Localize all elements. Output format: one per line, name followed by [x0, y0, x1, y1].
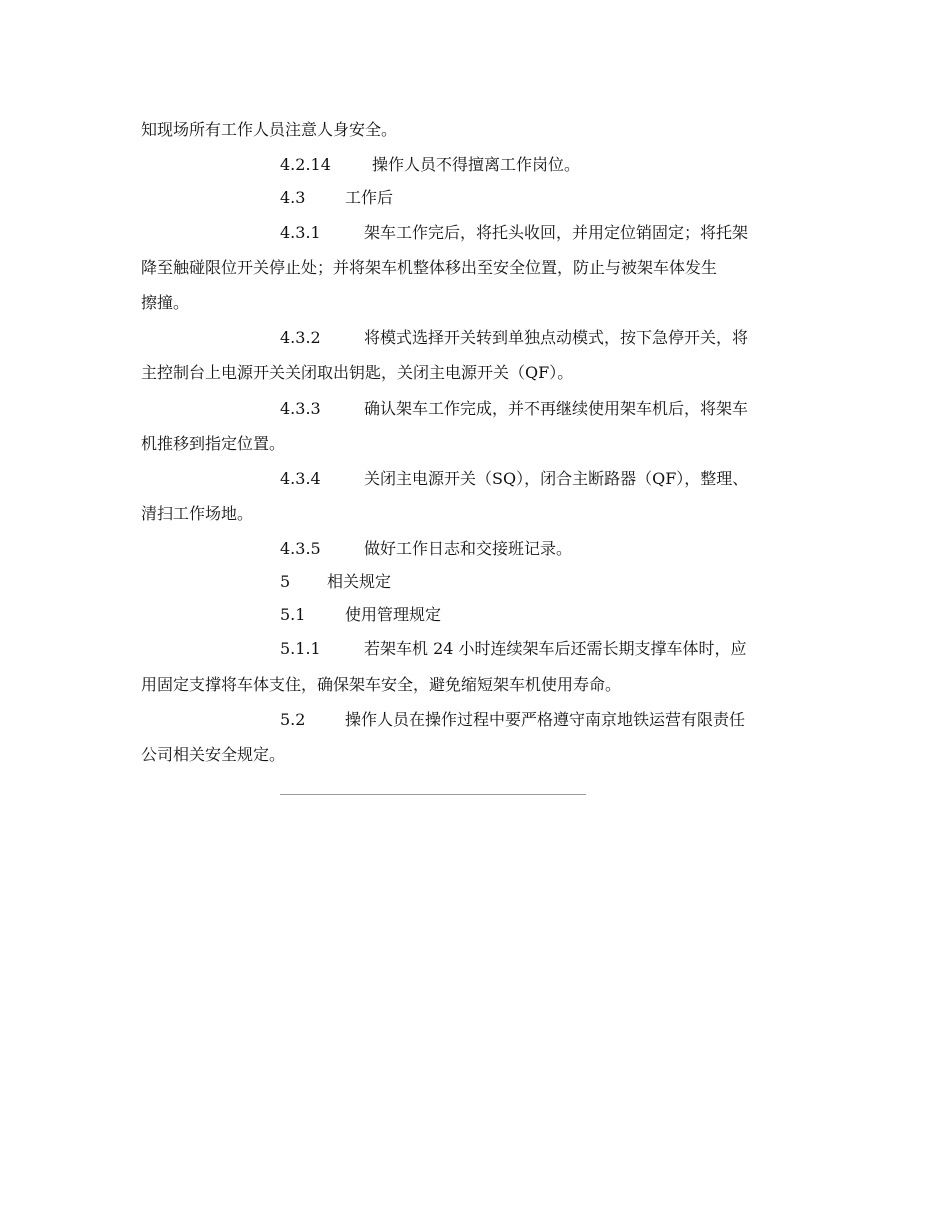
clause-text: 若架车机 24 小时连续架车后还需长期支撑车体时，应	[364, 639, 747, 658]
paragraph-continuation	[141, 119, 397, 141]
clause-first-line	[280, 222, 811, 244]
section-heading-4-3	[280, 187, 393, 209]
section-title: 使用管理规定	[345, 605, 442, 624]
section-number: 4.3	[280, 188, 306, 207]
clause-number: 5.1.1	[280, 639, 321, 658]
paragraph-text: 知现场所有工作人员注意人身安全。	[141, 120, 398, 139]
clause-number: 4.3.3	[280, 399, 321, 418]
clause-first-line	[280, 638, 747, 660]
clause-4-3-5	[280, 538, 572, 560]
clause-number: 4.2.14	[280, 155, 331, 174]
clause-first-line	[280, 398, 748, 420]
clause-text: 操作人员不得擅离工作岗位。	[372, 155, 581, 174]
clause-first-line	[280, 468, 748, 490]
section-title: 相关规定	[327, 572, 392, 591]
clause-text: 架车工作完后，将托头收回，并用定位销固定；将托架	[364, 223, 749, 242]
clause-text-line: 擦撞。	[141, 293, 190, 312]
clause-text: 将模式选择开关转到单独点动模式，按下急停开关，将	[364, 328, 749, 347]
section-number: 5.1	[280, 605, 306, 624]
clause-number: 5.2	[280, 710, 306, 729]
section-title: 工作后	[345, 188, 394, 207]
clause-text-line: 清扫工作场地。	[141, 504, 254, 523]
clause-number: 4.3.2	[280, 328, 321, 347]
section-number: 5	[280, 572, 291, 591]
clause-text-line: 机推移到指定位置。	[141, 434, 286, 453]
clause-text: 关闭主电源开关（SQ），闭合主断路器（QF），整理、	[364, 469, 749, 488]
clause-text: 做好工作日志和交接班记录。	[364, 539, 573, 558]
clause-4-2-14	[280, 154, 580, 176]
clause-first-line	[280, 709, 745, 731]
clause-number: 4.3.4	[280, 469, 321, 488]
clause-text: 操作人员在操作过程中要严格遵守南京地铁运营有限责任	[345, 710, 746, 729]
clause-text-line: 主控制台上电源开关关闭取出钥匙，关闭主电源开关（QF）。	[141, 363, 574, 382]
clause-number: 4.3.1	[280, 223, 321, 242]
section-heading-5	[280, 571, 391, 593]
section-heading-5-1	[280, 604, 441, 626]
clause-number: 4.3.5	[280, 539, 321, 558]
clause-text-line: 降至触碰限位开关停止处；并将架车机整体移出至安全位置，防止与被架车体发生	[141, 258, 718, 277]
clause-text-line: 用固定支撑将车体支住，确保架车安全，避免缩短架车机使用寿命。	[141, 675, 622, 694]
clause-text: 确认架车工作完成，并不再继续使用架车机后，将架车	[364, 399, 749, 418]
clause-first-line	[280, 327, 748, 349]
clause-text-line: 公司相关安全规定。	[141, 745, 286, 764]
end-divider	[280, 794, 586, 795]
